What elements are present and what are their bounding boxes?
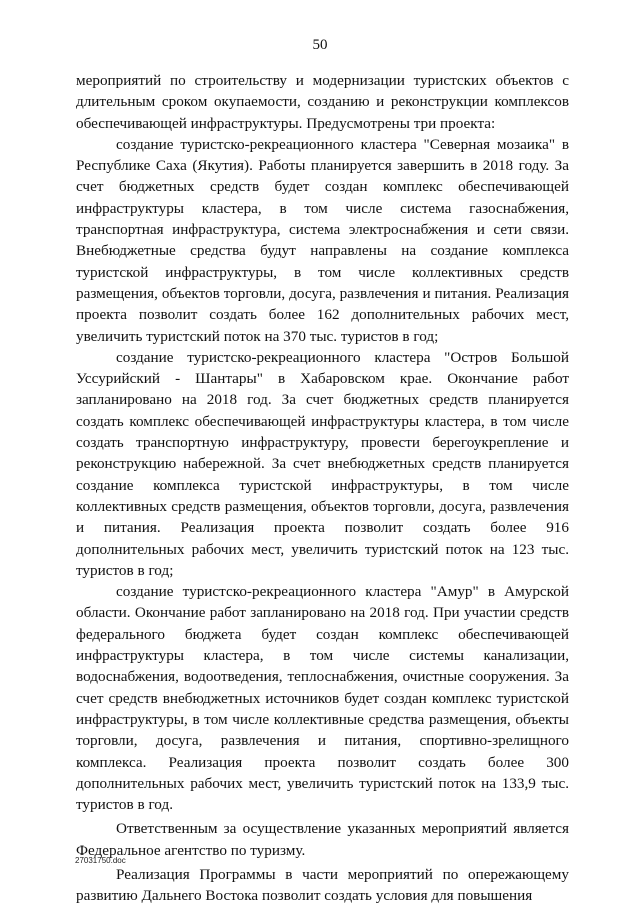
page-number: 50 xyxy=(312,37,328,53)
paragraph-severnaya-mozaika: создание туристско-рекреационного кластера "Северная мозаика" в Республике Саха (Якутия). Работы планируется завершить в 2018 году. За счет бюджетных средств будет создан комплекс обеспечивающей инфраструктуры кластера, в том числе система газоснабжения, транспортная инфраструктура, система электроснабжения и сети связи. Внебюджетные средства будут направлены на создание комплекса туристской инфраструктуры, в том числе коллективных средств размещения, объектов торговли, досуга, развлечения и питания. Реализация проекта позволит создать более 162 дополнительных рабочих мест, увеличить туристский поток на 370 тыс. туристов в год; xyxy=(76,135,569,345)
paragraph-program-realization: Реализация Программы в части мероприятий по опережающему развитию Дальнего Востока позволит создать условия для повышения xyxy=(76,865,569,905)
paragraph-continuation: мероприятий по строительству и модернизации туристских объектов с длительным сроком окупаемости, созданию и реконструкции комплексов обеспечивающей инфраструктуры. Предусмотрены три проекта: xyxy=(76,72,569,132)
body-text xyxy=(76,70,569,907)
footer-filename: 27031750.doc xyxy=(75,856,126,865)
paragraph-amur: создание туристско-рекреационного кластера "Амур" в Амурской области. Окончание работ запланировано на 2018 год. При участии средств федерального бюджета будет создан комплекс обеспечивающей инфраструктуры кластера, в том числе системы канализации, водоснабжения, водоотведения, теплоснабжения, очистные сооружения. За счет средств внебюджетных источников будет создан комплекс туристской инфраструктуры, в том числе коллективные средства размещения, объекты торговли, досуга, развлечения и питания, спортивно-зрелищного комплекса. Реализация проекта позволит создать более 300 дополнительных рабочих мест, увеличить туристский поток на 133,9 тыс. туристов в год. xyxy=(76,583,569,814)
paragraph-ostrov-ussuriysky: создание туристско-рекреационного кластера "Остров Большой Уссурийский - Шантары" в Хабаровском крае. Окончание работ запланировано на 2018 год. За счет бюджетных средств планируется создать комплекс обеспечивающей инфраструктуры кластера, в том числе создать транспортную инфраструктуру, провести берегоукрепление и реконструкцию набережной. За счет внебюджетных средств планируется создание комплекса туристской инфраструктуры, в том числе коллективных средств размещения, объектов торговли, досуга, развлечения и питания. Реализация проекта позволит создать более 916 дополнительных рабочих мест, увеличить туристский поток на 123 тыс. туристов в год; xyxy=(76,348,569,579)
paragraph-responsible-agency: Ответственным за осуществление указанных мероприятий является Федеральное агентство по туризму. xyxy=(76,820,569,859)
